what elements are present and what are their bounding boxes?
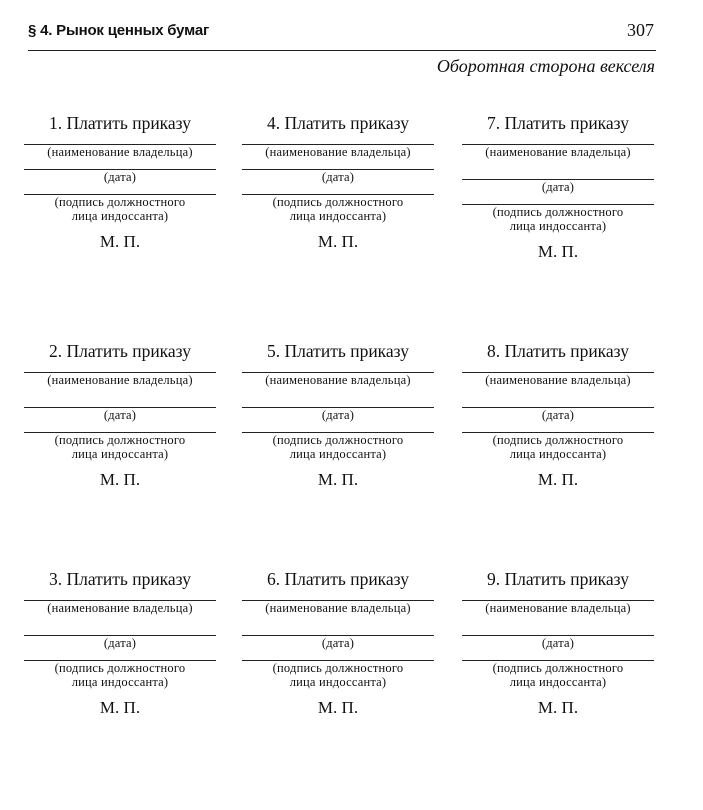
endorsement-title: 4. Платить приказу xyxy=(267,113,409,133)
signature-caption-cont: лица индоссанта) xyxy=(289,209,387,223)
owner-caption: (наименование владельца) xyxy=(485,145,631,159)
endorsement-block-6 xyxy=(242,568,434,719)
signature-caption-cont: лица индоссанта) xyxy=(509,219,607,233)
endorsement-block-1 xyxy=(24,112,216,253)
date-caption: (дата) xyxy=(103,408,137,422)
endorsement-block-7 xyxy=(462,112,654,263)
stamp-placeholder: М. П. xyxy=(99,232,141,251)
endorsement-block-2 xyxy=(24,340,216,491)
endorsement-block-9 xyxy=(462,568,654,719)
owner-caption: (наименование владельца) xyxy=(265,373,411,387)
date-caption: (дата) xyxy=(321,636,355,650)
endorsement-block-5 xyxy=(242,340,434,491)
signature-caption: (подпись должностного xyxy=(492,661,624,675)
signature-caption: (подпись должностного xyxy=(492,205,624,219)
owner-caption: (наименование владельца) xyxy=(485,373,631,387)
endorsement-block-3 xyxy=(24,568,216,719)
date-caption: (дата) xyxy=(321,408,355,422)
date-caption: (дата) xyxy=(103,636,137,650)
owner-caption: (наименование владельца) xyxy=(265,601,411,615)
stamp-placeholder: М. П. xyxy=(537,470,579,489)
endorsement-title: 2. Платить приказу xyxy=(49,341,191,361)
stamp-placeholder: М. П. xyxy=(99,470,141,489)
signature-caption: (подпись должностного xyxy=(272,433,404,447)
section-title: § 4. Рынок ценных бумаг xyxy=(28,22,210,39)
stamp-placeholder: М. П. xyxy=(317,698,359,717)
endorsement-title: 6. Платить приказу xyxy=(267,569,409,589)
signature-caption: (подпись должностного xyxy=(54,433,186,447)
signature-caption-cont: лица индоссанта) xyxy=(509,447,607,461)
page-number: 307 xyxy=(627,20,654,40)
signature-caption-cont: лица индоссанта) xyxy=(289,675,387,689)
page-subtitle: Оборотная сторона векселя xyxy=(436,56,655,76)
date-caption: (дата) xyxy=(541,408,575,422)
signature-caption-cont: лица индоссанта) xyxy=(71,447,169,461)
endorsement-title: 9. Платить приказу xyxy=(487,569,629,589)
signature-caption: (подпись должностного xyxy=(54,661,186,675)
page-header xyxy=(28,20,656,51)
signature-caption-cont: лица индоссанта) xyxy=(71,675,169,689)
signature-caption: (подпись должностного xyxy=(54,195,186,209)
stamp-placeholder: М. П. xyxy=(99,698,141,717)
endorsement-block-8 xyxy=(462,340,654,491)
endorsement-title: 1. Платить приказу xyxy=(49,113,191,133)
endorsement-title: 3. Платить приказу xyxy=(49,569,191,589)
signature-caption: (подпись должностного xyxy=(272,661,404,675)
signature-caption: (подпись должностного xyxy=(492,433,624,447)
owner-caption: (наименование владельца) xyxy=(47,373,193,387)
endorsement-title: 8. Платить приказу xyxy=(487,341,629,361)
date-caption: (дата) xyxy=(541,180,575,194)
stamp-placeholder: М. П. xyxy=(317,232,359,251)
endorsement-block-4 xyxy=(242,112,434,253)
stamp-placeholder: М. П. xyxy=(317,470,359,489)
date-caption: (дата) xyxy=(103,170,137,184)
signature-caption: (подпись должностного xyxy=(272,195,404,209)
owner-caption: (наименование владельца) xyxy=(265,145,411,159)
date-caption: (дата) xyxy=(541,636,575,650)
endorsement-title: 7. Платить приказу xyxy=(487,113,629,133)
owner-caption: (наименование владельца) xyxy=(47,601,193,615)
endorsement-title: 5. Платить приказу xyxy=(267,341,409,361)
owner-caption: (наименование владельца) xyxy=(485,601,631,615)
stamp-placeholder: М. П. xyxy=(537,698,579,717)
owner-caption: (наименование владельца) xyxy=(47,145,193,159)
date-caption: (дата) xyxy=(321,170,355,184)
stamp-placeholder: М. П. xyxy=(537,242,579,261)
signature-caption-cont: лица индоссанта) xyxy=(289,447,387,461)
signature-caption-cont: лица индоссанта) xyxy=(71,209,169,223)
signature-caption-cont: лица индоссанта) xyxy=(509,675,607,689)
